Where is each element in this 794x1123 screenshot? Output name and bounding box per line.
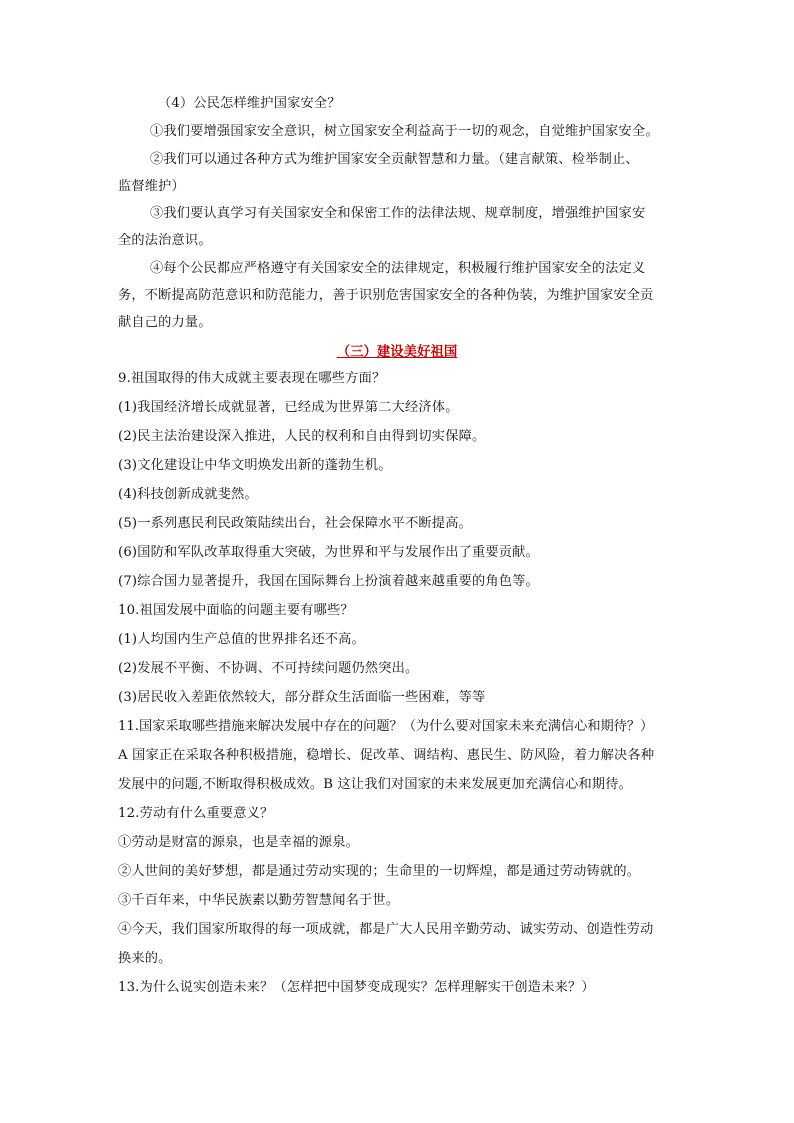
question-9: 9.祖国取得的伟大成就主要表现在哪些方面？ (118, 371, 386, 386)
question-9-item-5: (5)一系列惠民利民政策陆续出台，社会保障水平不断提高。 (118, 516, 472, 531)
question-12-item-4-line-2: 换来的。 (118, 951, 172, 966)
question-12: 12.劳动有什么重要意义？ (118, 806, 274, 821)
question-13: 13.为什么说实创造未来？（怎样把中国梦变成现实？怎样理解实干创造未来？） (118, 980, 595, 995)
question-11-answer-line-1: A 国家正在采取各种积极措施，稳增长、促改革、调结构、惠民生、防风险，着力解决各种 (118, 748, 655, 763)
question-12-item-3: ③千百年来，中华民族素以勤劳智慧闻名于世。 (118, 893, 400, 908)
answer-2-line-1: ②我们可以通过各种方式为维护国家安全贡献智慧和力量。（建言献策、检举制止、 (150, 152, 639, 167)
answer-2-line-2: 监督维护） (118, 179, 185, 194)
question-9-item-7: (7)综合国力显著提升，我国在国际舞台上扮演着越来越重要的角色等。 (118, 574, 539, 589)
question-9-item-6: (6)国防和军队改革取得重大突破，为世界和平与发展作出了重要贡献。 (118, 545, 539, 560)
answer-1-line-1: ①我们要增强国家安全意识，树立国家安全利益高于一切的观念，自觉维护国家安全。 (150, 124, 659, 139)
answer-3-line-2: 全的法治意识。 (118, 233, 212, 248)
question-10-item-3: (3)居民收入差距依然较大，部分群众生活面临一些困难，等等 (118, 690, 486, 705)
question-10-item-1: (1)人均国内生产总值的世界排名还不高。 (118, 632, 365, 647)
question-9-item-4: (4)科技创新成就斐然。 (118, 487, 258, 502)
question-10: 10.祖国发展中面临的问题主要有哪些？ (118, 603, 354, 618)
question-11: 11.国家采取哪些措施来解决发展中存在的问题？（为什么要对国家未来充满信心和期待？） (118, 719, 654, 734)
question-12-item-2: ②人世间的美好梦想，都是通过劳动实现的；生命里的一切辉煌，都是通过劳动铸就的。 (118, 864, 641, 879)
question-9-item-1: (1)我国经济增长成就显著，已经成为世界第二大经济体。 (118, 400, 459, 415)
answer-4-line-2: 务，不断提高防范意识和防范能力，善于识别危害国家安全的各种伪装，为维护国家安全贡 (118, 288, 654, 303)
question-11-answer-line-2: 发展中的问题,不断取得积极成效。B 这让我们对国家的未来发展更加充满信心和期待。 (118, 777, 633, 792)
question-10-item-2: (2)发展不平衡、不协调、不可持续问题仍然突出。 (118, 661, 419, 676)
question-9-item-3: (3)文化建设让中华文明焕发出新的蓬勃生机。 (118, 458, 392, 473)
question-12-item-1: ①劳动是财富的源泉，也是幸福的源泉。 (118, 835, 359, 850)
answer-4-line-3: 献自己的力量。 (118, 315, 212, 330)
question-4-heading: （4）公民怎样维护国家安全？ (158, 96, 341, 111)
question-9-item-2: (2)民主法治建设深入推进，人民的权利和自由得到切实保障。 (118, 429, 486, 444)
answer-3-line-1: ③我们要认真学习有关国家安全和保密工作的法律法规、规章制度，增强维护国家安 (150, 206, 646, 221)
question-12-item-4-line-1: ④今天，我们国家所取得的每一项成就，都是广大人民用辛勤劳动、诚实劳动、创造性劳动 (118, 922, 654, 937)
answer-4-line-1: ④每个公民都应严格遵守有关国家安全的法律规定，积极履行维护国家安全的法定义 (150, 261, 646, 276)
section-title: （三）建设美好祖国 (336, 344, 458, 360)
